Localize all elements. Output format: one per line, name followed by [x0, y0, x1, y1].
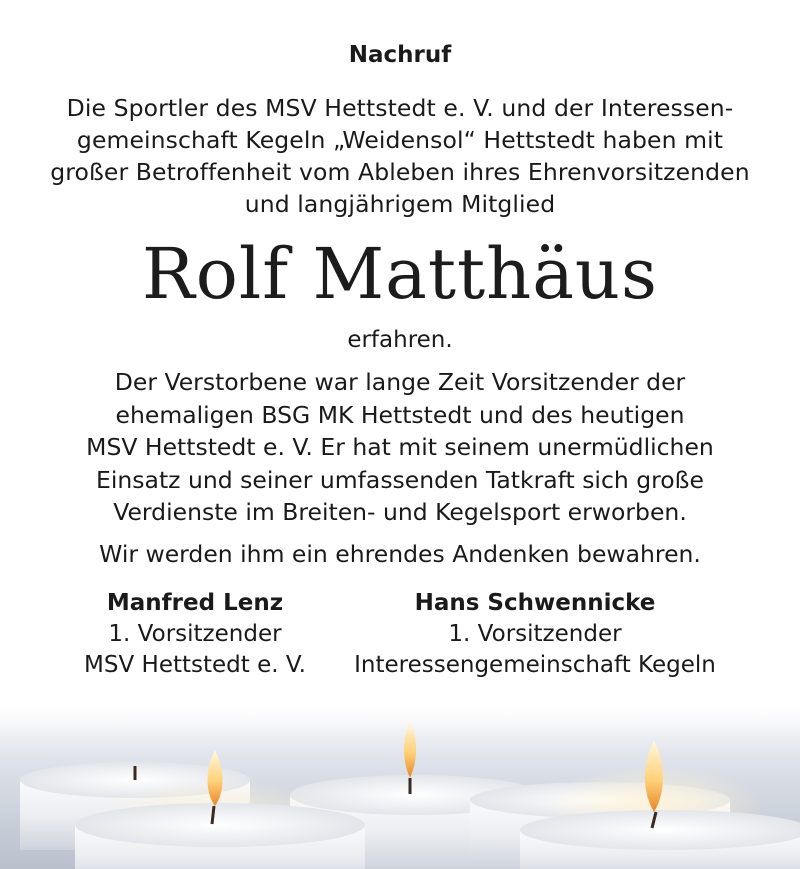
- top-fade: [0, 700, 800, 736]
- intro-paragraph: [40, 92, 760, 220]
- erfahren-text: erfahren.: [347, 327, 453, 353]
- signatory-name: Hans Schwennicke: [414, 590, 656, 616]
- candles-image: [0, 700, 800, 869]
- tribute-line: Verdienste im Breiten- und Kegelsport erworben.: [113, 498, 687, 526]
- signatory-organization: Interessengemeinschaft Kegeln: [354, 652, 716, 678]
- tribute-line: Der Verstorbene war lange Zeit Vorsitzender der: [114, 368, 686, 396]
- signatory-left: [60, 588, 330, 681]
- closing-line: Wir werden ihm ein ehrendes Andenken bewahren.: [99, 540, 701, 568]
- deceased-name: Rolf Matthäus: [142, 233, 658, 315]
- signatory-role: 1. Vorsitzender: [108, 621, 282, 647]
- intro-line: gemeinschaft Kegeln „Weidensol“ Hettstedt haben mit: [76, 126, 724, 154]
- tribute-line: Einsatz und seiner umfassenden Tatkraft sich große: [96, 465, 704, 494]
- tribute-line: MSV Hettstedt e. V. Er hat mit seinem unermüdlichen: [86, 433, 714, 461]
- intro-line: großer Betroffenheit vom Ableben ihres Ehrenvorsitzenden: [50, 158, 750, 186]
- signatory-organization: MSV Hettstedt e. V.: [84, 652, 306, 678]
- signatory-name: Manfred Lenz: [106, 590, 284, 616]
- intro-line: Die Sportler des MSV Hettstedt e. V. und der Interessen-: [66, 94, 734, 122]
- notice-heading: Nachruf: [348, 42, 452, 68]
- intro-line: und langjährigem Mitglied: [244, 190, 556, 218]
- tribute-paragraph: [40, 366, 760, 529]
- signatory-role: 1. Vorsitzender: [448, 621, 622, 647]
- signatory-right: [340, 588, 730, 681]
- tribute-line: ehemaligen BSG MK Hettstedt und des heutigen: [115, 400, 685, 429]
